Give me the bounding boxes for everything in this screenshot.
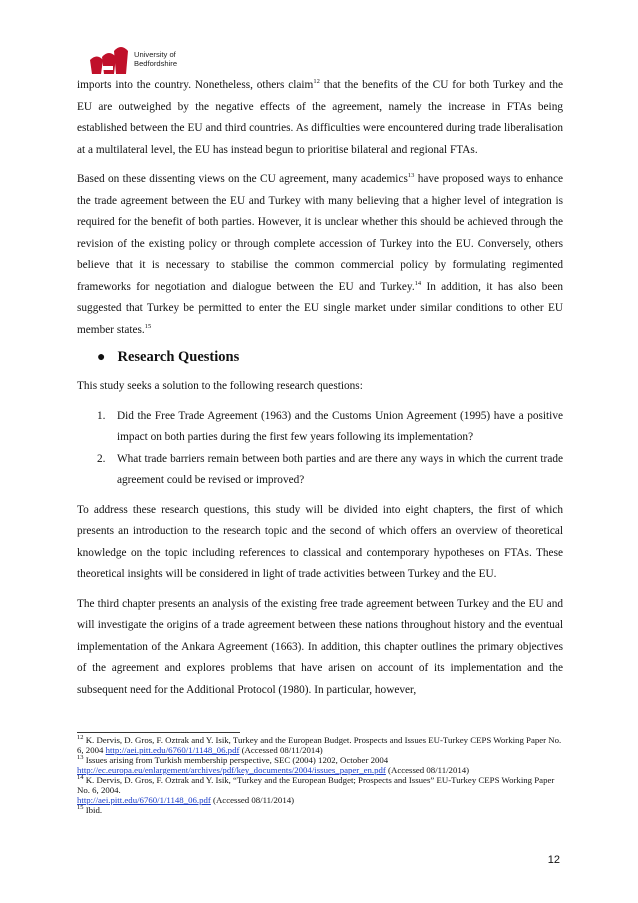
heading-text: Research Questions [117,349,240,365]
logo-line-2: Bedfordshire [134,58,178,68]
bullet-icon: ● [97,349,106,365]
footnote-number: 12 [77,734,84,742]
footnote-ref-12[interactable]: 12 [313,78,320,86]
paragraph-3: To address these research questions, this study will be divided into eight chapters, the first of which presents an introduction to the research topic and the second of which offers an overview of theoretical knowledge on the topic including references to classical and contemporary hypotheses on FTAs. These theoretical insights will be considered in light of trade activities between Turkey and the EU. [77,503,563,580]
footnote-number: 15 [77,804,84,812]
list-item [77,406,563,449]
research-questions-list [77,406,563,492]
paragraph-2-text-a: Based on these dissenting views on the CU agreement, many academics [77,173,408,185]
section-heading [97,349,563,366]
logo-wordmark [134,51,177,68]
footnote-text: Ibid. [83,805,103,815]
footnote-link[interactable]: http://aei.pitt.edu/6760/1/1148_06.pdf [77,795,211,805]
list-item [77,449,563,492]
logo-line-1: University of [134,50,176,59]
footnote-text: K. Dervis, D. Gros, F. Oztrak and Y. Isik, “Turkey and the European Budget; Prospects and Issues” EU-Turkey CEPS Working Paper No. 6, 2004. [77,775,555,795]
paragraph-1-text-b: that the benefits of the CU for both Turkey and the EU are outweighed by the negative effects of the agreement, namely the increase in FTAs being established between the EU and third countries. As difficulties were encountered during trade liberalisation at a multilateral level, the EU has instead begun to prioritise bilateral and regional FTAs. [77,79,563,156]
page-body [77,75,563,709]
footnote-text: Issues arising from Turkish membership perspective, SEC (2004) 1202, October 2004 [83,755,389,765]
paragraph-2 [77,169,563,341]
paragraph-4: The third chapter presents an analysis of the existing free trade agreement between Turkey and the EU and will investigate the origins of a trade agreement between these nations throughout history and the eventual implementation of the Ankara Agreement (1663). In addition, this chapter outlines the primary objectives of the agreement and explores problems that have arisen on account of its implementation and the subsequent need for the Additional Protocol (1980). In particular, however, [77,597,563,696]
footnote-12 [77,735,567,755]
footnote-ref-15[interactable]: 15 [144,322,152,330]
footnote-link[interactable]: http://aei.pitt.edu/6760/1/1148_06.pdf [105,745,240,755]
paragraph-2-text-b: have proposed ways to enhance the trade agreement between the EU and Turkey with many believing that a higher level of integration is required for the benefit of both parties. However, it is unclear whether this should be achieved through the revision of the existing policy or through complete accession of Turkey into the EU. Conversely, others believe that it is necessary to stabilise the common commercial policy by formulating regimented frameworks for negotiation and dialogue between the EU and Turkey. [77,173,563,293]
footnote-13 [77,755,567,775]
footnote-text: K. Dervis, D. Gros, F. Oztrak and Y. Isik, Turkey and the European Budget. Prospects and Issues EU-Turkey CEPS Working Paper No. 6, 2004 [77,735,562,755]
footnote-ref-14[interactable]: 14 [414,279,422,287]
footnote-link[interactable]: http://ec.europa.eu/enlargement/archives/pdf/key_documents/2004/issues_paper_en.pdf [77,765,386,775]
footnote-accessed: (Accessed 08/11/2014) [210,795,295,805]
footnotes [77,735,567,815]
footnote-number: 13 [77,754,84,762]
footnote-14 [77,775,567,805]
paragraph-1-text-a: imports into the country. Nonetheless, others claim [77,79,314,91]
paragraph-1 [77,75,563,161]
footnote-number: 14 [77,774,84,782]
page-number: 12 [547,854,560,866]
logo-mark-icon [90,47,128,74]
paragraph-2-text-c: In addition, it has also been suggested that Turkey be permitted to enter the EU single market under similar conditions to other EU member states. [77,280,564,336]
list-item-text: What trade barriers remain between both parties and are there any ways in which the current trade agreement could be revised or improved? [117,452,563,486]
list-item-number: 2. [97,452,106,465]
footnote-15 [77,805,567,815]
list-item-text: Did the Free Trade Agreement (1963) and the Customs Union Agreement (1995) have a positive impact on both parties during the first few years following its implementation? [117,409,563,443]
footnote-accessed: (Accessed 08/11/2014) [239,745,323,755]
footnote-accessed: (Accessed 08/11/2014) [385,765,470,775]
footnote-divider [77,732,240,733]
list-item-number: 1. [97,409,106,422]
footnote-ref-13[interactable]: 13 [407,172,415,180]
questions-intro: This study seeks a solution to the following research questions: [77,380,363,392]
